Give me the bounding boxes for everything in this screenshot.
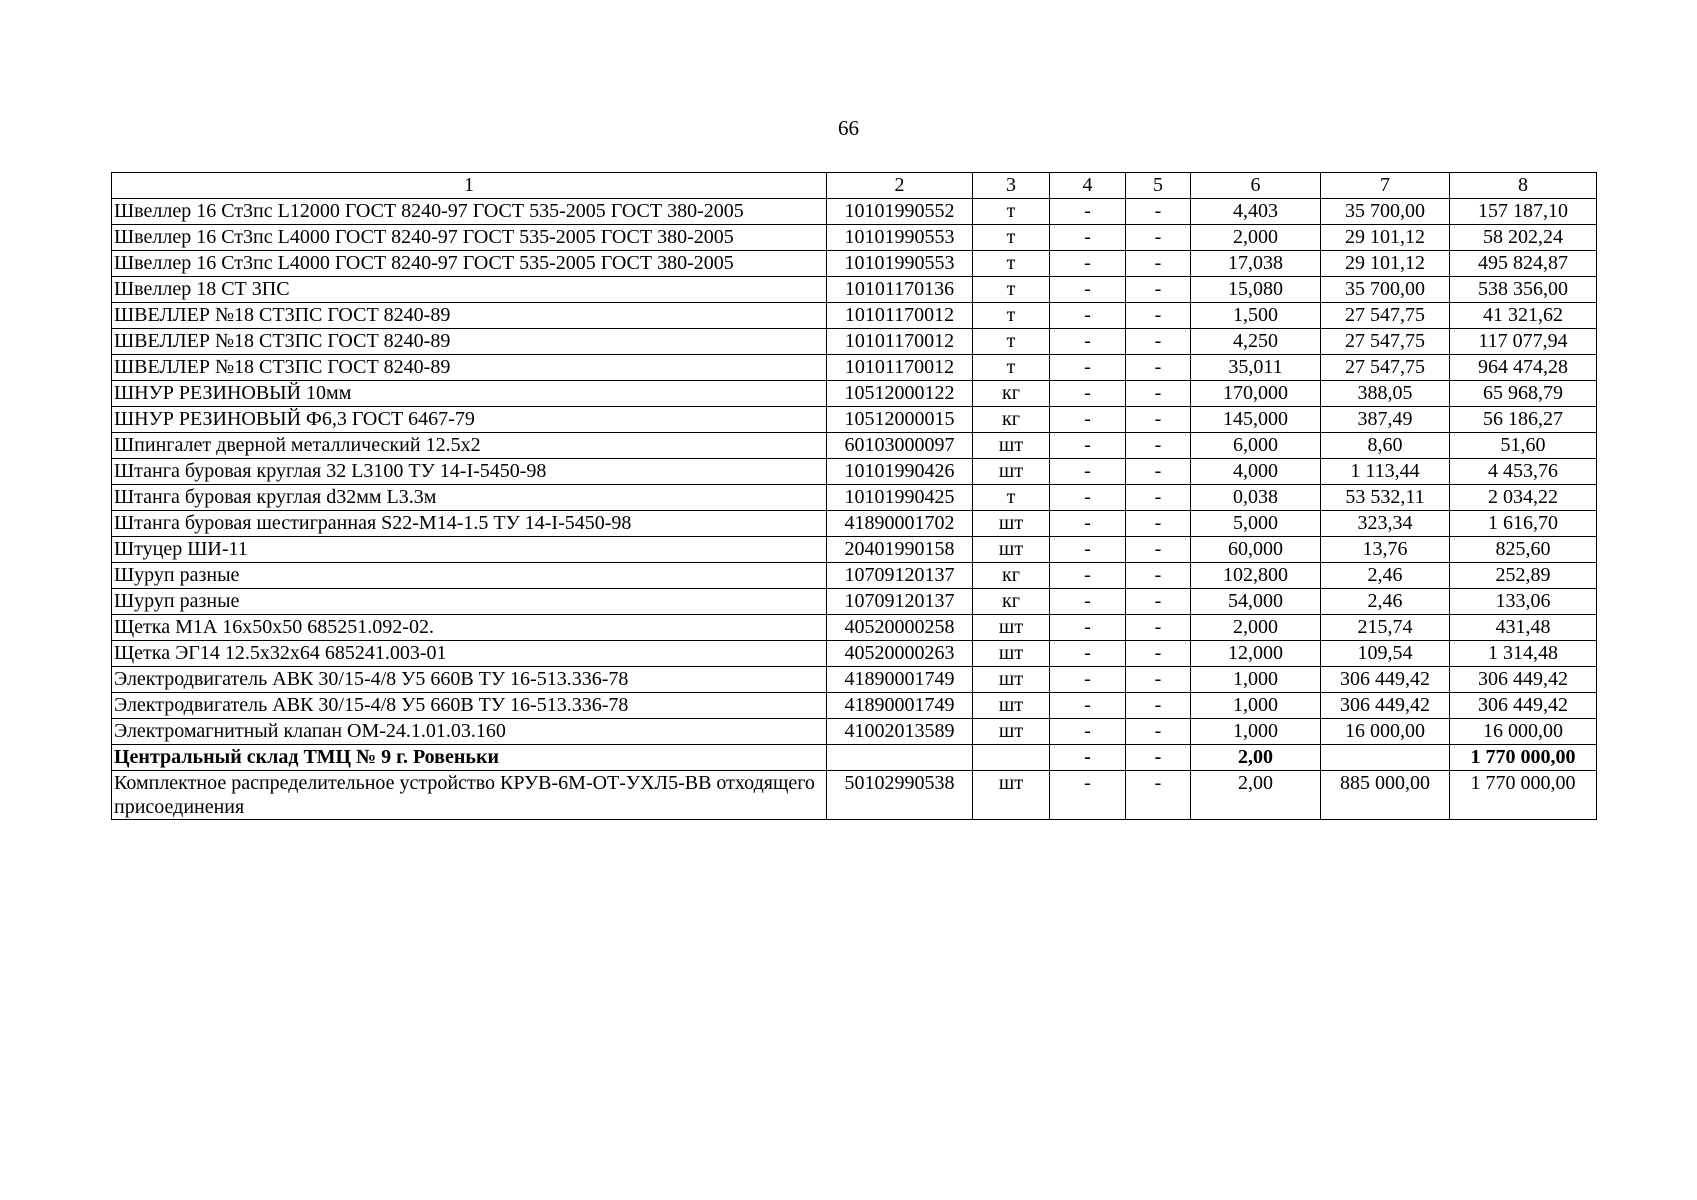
item-code-cell: 10101170012 bbox=[827, 329, 973, 355]
sum-cell: 1 314,48 bbox=[1450, 641, 1597, 667]
item-name-cell: Штанга буровая круглая d32мм L3.3м bbox=[112, 485, 827, 511]
item-code-cell: 41890001702 bbox=[827, 511, 973, 537]
column-number: 2 bbox=[827, 173, 973, 199]
column-5-cell: - bbox=[1126, 303, 1191, 329]
column-4-cell: - bbox=[1050, 225, 1126, 251]
column-5-cell: - bbox=[1126, 407, 1191, 433]
sum-cell: 2 034,22 bbox=[1450, 485, 1597, 511]
sum-cell: 65 968,79 bbox=[1450, 381, 1597, 407]
item-name-cell: Шуруп разные bbox=[112, 563, 827, 589]
item-name-cell: ШНУР РЕЗИНОВЫЙ Ф6,3 ГОСТ 6467-79 bbox=[112, 407, 827, 433]
column-5-cell: - bbox=[1126, 381, 1191, 407]
quantity-cell: 2,00 bbox=[1191, 771, 1321, 820]
column-4-cell: - bbox=[1050, 745, 1126, 771]
price-cell: 27 547,75 bbox=[1321, 303, 1450, 329]
table-row bbox=[112, 511, 1597, 537]
unit-cell: кг bbox=[973, 589, 1050, 615]
price-cell: 885 000,00 bbox=[1321, 771, 1450, 820]
column-4-cell: - bbox=[1050, 251, 1126, 277]
item-code-cell: 10512000122 bbox=[827, 381, 973, 407]
column-4-cell: - bbox=[1050, 433, 1126, 459]
sum-cell: 306 449,42 bbox=[1450, 693, 1597, 719]
item-code-cell: 10101170012 bbox=[827, 303, 973, 329]
column-number: 3 bbox=[973, 173, 1050, 199]
sum-cell: 117 077,94 bbox=[1450, 329, 1597, 355]
item-name-cell: ШВЕЛЛЕР №18 СТ3ПС ГОСТ 8240-89 bbox=[112, 329, 827, 355]
item-name-cell: ШВЕЛЛЕР №18 СТ3ПС ГОСТ 8240-89 bbox=[112, 303, 827, 329]
column-4-cell: - bbox=[1050, 641, 1126, 667]
item-code-cell: 41002013589 bbox=[827, 719, 973, 745]
item-code-cell bbox=[827, 745, 973, 771]
unit-cell bbox=[973, 745, 1050, 771]
unit-cell: т bbox=[973, 303, 1050, 329]
unit-cell: т bbox=[973, 225, 1050, 251]
unit-cell: шт bbox=[973, 771, 1050, 820]
item-code-cell: 60103000097 bbox=[827, 433, 973, 459]
quantity-cell: 17,038 bbox=[1191, 251, 1321, 277]
column-5-cell: - bbox=[1126, 615, 1191, 641]
sum-cell: 157 187,10 bbox=[1450, 199, 1597, 225]
column-4-cell: - bbox=[1050, 407, 1126, 433]
column-number: 6 bbox=[1191, 173, 1321, 199]
item-name-cell: ШНУР РЕЗИНОВЫЙ 10мм bbox=[112, 381, 827, 407]
item-name-cell: Комплектное распределительное устройство КРУВ-6М-ОТ-УХЛ5-ВВ отходящего присоединения bbox=[112, 771, 827, 820]
quantity-cell: 4,403 bbox=[1191, 199, 1321, 225]
quantity-cell: 1,000 bbox=[1191, 719, 1321, 745]
unit-cell: шт bbox=[973, 537, 1050, 563]
table-row bbox=[112, 303, 1597, 329]
sum-cell: 133,06 bbox=[1450, 589, 1597, 615]
sum-cell: 56 186,27 bbox=[1450, 407, 1597, 433]
column-5-cell: - bbox=[1126, 251, 1191, 277]
unit-cell: шт bbox=[973, 719, 1050, 745]
item-name-cell: Штанга буровая шестигранная S22-M14-1.5 ТУ 14-I-5450-98 bbox=[112, 511, 827, 537]
unit-cell: т bbox=[973, 277, 1050, 303]
table-row bbox=[112, 693, 1597, 719]
quantity-cell: 12,000 bbox=[1191, 641, 1321, 667]
table-row bbox=[112, 641, 1597, 667]
column-4-cell: - bbox=[1050, 667, 1126, 693]
column-5-cell: - bbox=[1126, 589, 1191, 615]
unit-cell: шт bbox=[973, 433, 1050, 459]
table-body bbox=[112, 199, 1597, 820]
unit-cell: шт bbox=[973, 641, 1050, 667]
sum-cell: 495 824,87 bbox=[1450, 251, 1597, 277]
column-5-cell: - bbox=[1126, 537, 1191, 563]
column-4-cell: - bbox=[1050, 199, 1126, 225]
quantity-cell: 145,000 bbox=[1191, 407, 1321, 433]
item-code-cell: 10709120137 bbox=[827, 589, 973, 615]
price-cell: 2,46 bbox=[1321, 589, 1450, 615]
column-4-cell: - bbox=[1050, 537, 1126, 563]
table-row bbox=[112, 719, 1597, 745]
table-row bbox=[112, 667, 1597, 693]
quantity-cell: 1,500 bbox=[1191, 303, 1321, 329]
price-cell: 388,05 bbox=[1321, 381, 1450, 407]
sum-cell: 964 474,28 bbox=[1450, 355, 1597, 381]
sum-cell: 538 356,00 bbox=[1450, 277, 1597, 303]
unit-cell: т bbox=[973, 329, 1050, 355]
column-number: 1 bbox=[112, 173, 827, 199]
item-code-cell: 20401990158 bbox=[827, 537, 973, 563]
quantity-cell: 54,000 bbox=[1191, 589, 1321, 615]
column-5-cell: - bbox=[1126, 641, 1191, 667]
column-number: 8 bbox=[1450, 173, 1597, 199]
item-name-cell: Швеллер 16 Ст3пс L4000 ГОСТ 8240-97 ГОСТ 535-2005 ГОСТ 380-2005 bbox=[112, 251, 827, 277]
unit-cell: шт bbox=[973, 615, 1050, 641]
column-5-cell: - bbox=[1126, 355, 1191, 381]
price-cell: 35 700,00 bbox=[1321, 199, 1450, 225]
sum-cell: 51,60 bbox=[1450, 433, 1597, 459]
column-4-cell: - bbox=[1050, 615, 1126, 641]
column-4-cell: - bbox=[1050, 459, 1126, 485]
item-code-cell: 10101170136 bbox=[827, 277, 973, 303]
quantity-cell: 2,00 bbox=[1191, 745, 1321, 771]
column-4-cell: - bbox=[1050, 329, 1126, 355]
unit-cell: т bbox=[973, 485, 1050, 511]
price-cell: 8,60 bbox=[1321, 433, 1450, 459]
table-row bbox=[112, 537, 1597, 563]
price-cell: 16 000,00 bbox=[1321, 719, 1450, 745]
column-4-cell: - bbox=[1050, 719, 1126, 745]
item-name-cell: Шпингалет дверной металлический 12.5x2 bbox=[112, 433, 827, 459]
column-5-cell: - bbox=[1126, 693, 1191, 719]
item-name-cell: Штанга буровая круглая 32 L3100 ТУ 14-I-5450-98 bbox=[112, 459, 827, 485]
item-code-cell: 10101170012 bbox=[827, 355, 973, 381]
column-5-cell: - bbox=[1126, 563, 1191, 589]
unit-cell: шт bbox=[973, 511, 1050, 537]
column-5-cell: - bbox=[1126, 667, 1191, 693]
price-cell: 29 101,12 bbox=[1321, 251, 1450, 277]
sum-cell: 252,89 bbox=[1450, 563, 1597, 589]
sum-cell: 1 770 000,00 bbox=[1450, 745, 1597, 771]
subtotal-row bbox=[112, 745, 1597, 771]
unit-cell: кг bbox=[973, 563, 1050, 589]
item-name-cell: Щетка М1А 16x50x50 685251.092-02. bbox=[112, 615, 827, 641]
quantity-cell: 102,800 bbox=[1191, 563, 1321, 589]
price-cell: 27 547,75 bbox=[1321, 355, 1450, 381]
unit-cell: шт bbox=[973, 667, 1050, 693]
page-number: 66 bbox=[838, 116, 859, 140]
unit-cell: кг bbox=[973, 407, 1050, 433]
table-row bbox=[112, 199, 1597, 225]
column-4-cell: - bbox=[1050, 563, 1126, 589]
column-4-cell: - bbox=[1050, 511, 1126, 537]
quantity-cell: 0,038 bbox=[1191, 485, 1321, 511]
quantity-cell: 1,000 bbox=[1191, 693, 1321, 719]
quantity-cell: 60,000 bbox=[1191, 537, 1321, 563]
table-row bbox=[112, 433, 1597, 459]
price-cell: 27 547,75 bbox=[1321, 329, 1450, 355]
item-name-cell: Щетка ЭГ14 12.5x32x64 685241.003-01 bbox=[112, 641, 827, 667]
item-name-cell: Электродвигатель АВК 30/15-4/8 У5 660В ТУ 16-513.336-78 bbox=[112, 667, 827, 693]
column-5-cell: - bbox=[1126, 277, 1191, 303]
item-code-cell: 40520000258 bbox=[827, 615, 973, 641]
unit-cell: шт bbox=[973, 693, 1050, 719]
item-code-cell: 10101990553 bbox=[827, 225, 973, 251]
column-5-cell: - bbox=[1126, 329, 1191, 355]
column-number: 4 bbox=[1050, 173, 1126, 199]
table-row bbox=[112, 485, 1597, 511]
sum-cell: 1 770 000,00 bbox=[1450, 771, 1597, 820]
price-cell: 13,76 bbox=[1321, 537, 1450, 563]
item-code-cell: 10101990553 bbox=[827, 251, 973, 277]
price-cell: 35 700,00 bbox=[1321, 277, 1450, 303]
table-row bbox=[112, 329, 1597, 355]
column-5-cell: - bbox=[1126, 511, 1191, 537]
sum-cell: 431,48 bbox=[1450, 615, 1597, 641]
item-code-cell: 41890001749 bbox=[827, 667, 973, 693]
sum-cell: 4 453,76 bbox=[1450, 459, 1597, 485]
quantity-cell: 4,000 bbox=[1191, 459, 1321, 485]
price-cell: 29 101,12 bbox=[1321, 225, 1450, 251]
item-code-cell: 10101990426 bbox=[827, 459, 973, 485]
price-cell: 306 449,42 bbox=[1321, 693, 1450, 719]
unit-cell: т bbox=[973, 251, 1050, 277]
sum-cell: 1 616,70 bbox=[1450, 511, 1597, 537]
item-name-cell: Электромагнитный клапан ОМ-24.1.01.03.160 bbox=[112, 719, 827, 745]
table-row bbox=[112, 355, 1597, 381]
item-code-cell: 10512000015 bbox=[827, 407, 973, 433]
unit-cell: кг bbox=[973, 381, 1050, 407]
table-row bbox=[112, 589, 1597, 615]
column-4-cell: - bbox=[1050, 277, 1126, 303]
item-code-cell: 50102990538 bbox=[827, 771, 973, 820]
column-4-cell: - bbox=[1050, 355, 1126, 381]
column-5-cell: - bbox=[1126, 771, 1191, 820]
table-row bbox=[112, 771, 1597, 820]
unit-cell: т bbox=[973, 355, 1050, 381]
price-cell: 387,49 bbox=[1321, 407, 1450, 433]
table-row bbox=[112, 459, 1597, 485]
table-row bbox=[112, 381, 1597, 407]
item-name-cell: Швеллер 18 СТ 3ПС bbox=[112, 277, 827, 303]
column-5-cell: - bbox=[1126, 745, 1191, 771]
column-number: 5 bbox=[1126, 173, 1191, 199]
item-code-cell: 10101990552 bbox=[827, 199, 973, 225]
column-5-cell: - bbox=[1126, 719, 1191, 745]
quantity-cell: 35,011 bbox=[1191, 355, 1321, 381]
sum-cell: 41 321,62 bbox=[1450, 303, 1597, 329]
column-4-cell: - bbox=[1050, 303, 1126, 329]
quantity-cell: 15,080 bbox=[1191, 277, 1321, 303]
price-cell: 1 113,44 bbox=[1321, 459, 1450, 485]
quantity-cell: 2,000 bbox=[1191, 225, 1321, 251]
column-4-cell: - bbox=[1050, 771, 1126, 820]
column-5-cell: - bbox=[1126, 459, 1191, 485]
column-4-cell: - bbox=[1050, 381, 1126, 407]
price-cell: 215,74 bbox=[1321, 615, 1450, 641]
quantity-cell: 1,000 bbox=[1191, 667, 1321, 693]
quantity-cell: 2,000 bbox=[1191, 615, 1321, 641]
item-code-cell: 41890001749 bbox=[827, 693, 973, 719]
column-4-cell: - bbox=[1050, 589, 1126, 615]
item-code-cell: 10709120137 bbox=[827, 563, 973, 589]
column-5-cell: - bbox=[1126, 199, 1191, 225]
item-name-cell: Шуруп разные bbox=[112, 589, 827, 615]
quantity-cell: 170,000 bbox=[1191, 381, 1321, 407]
item-name-cell: Штуцер ШИ-11 bbox=[112, 537, 827, 563]
quantity-cell: 5,000 bbox=[1191, 511, 1321, 537]
unit-cell: шт bbox=[973, 459, 1050, 485]
column-5-cell: - bbox=[1126, 225, 1191, 251]
sum-cell: 825,60 bbox=[1450, 537, 1597, 563]
sum-cell: 58 202,24 bbox=[1450, 225, 1597, 251]
column-4-cell: - bbox=[1050, 485, 1126, 511]
table-row bbox=[112, 277, 1597, 303]
column-5-cell: - bbox=[1126, 485, 1191, 511]
table-row bbox=[112, 615, 1597, 641]
unit-cell: т bbox=[973, 199, 1050, 225]
table-row bbox=[112, 225, 1597, 251]
item-code-cell: 10101990425 bbox=[827, 485, 973, 511]
table-row bbox=[112, 251, 1597, 277]
quantity-cell: 6,000 bbox=[1191, 433, 1321, 459]
quantity-cell: 4,250 bbox=[1191, 329, 1321, 355]
column-number: 7 bbox=[1321, 173, 1450, 199]
inventory-table bbox=[111, 172, 1597, 820]
table-row bbox=[112, 563, 1597, 589]
price-cell: 53 532,11 bbox=[1321, 485, 1450, 511]
item-name-cell: ШВЕЛЛЕР №18 СТ3ПС ГОСТ 8240-89 bbox=[112, 355, 827, 381]
price-cell: 2,46 bbox=[1321, 563, 1450, 589]
sum-cell: 306 449,42 bbox=[1450, 667, 1597, 693]
item-name-cell: Центральный склад ТМЦ № 9 г. Ровеньки bbox=[112, 745, 827, 771]
sum-cell: 16 000,00 bbox=[1450, 719, 1597, 745]
price-cell: 306 449,42 bbox=[1321, 667, 1450, 693]
price-cell bbox=[1321, 745, 1450, 771]
price-cell: 109,54 bbox=[1321, 641, 1450, 667]
item-name-cell: Швеллер 16 Ст3пс L4000 ГОСТ 8240-97 ГОСТ 535-2005 ГОСТ 380-2005 bbox=[112, 225, 827, 251]
price-cell: 323,34 bbox=[1321, 511, 1450, 537]
column-4-cell: - bbox=[1050, 693, 1126, 719]
item-code-cell: 40520000263 bbox=[827, 641, 973, 667]
column-5-cell: - bbox=[1126, 433, 1191, 459]
column-number-row bbox=[112, 173, 1597, 199]
item-name-cell: Электродвигатель АВК 30/15-4/8 У5 660В ТУ 16-513.336-78 bbox=[112, 693, 827, 719]
item-name-cell: Швеллер 16 Ст3пс L12000 ГОСТ 8240-97 ГОСТ 535-2005 ГОСТ 380-2005 bbox=[112, 199, 827, 225]
table-row bbox=[112, 407, 1597, 433]
